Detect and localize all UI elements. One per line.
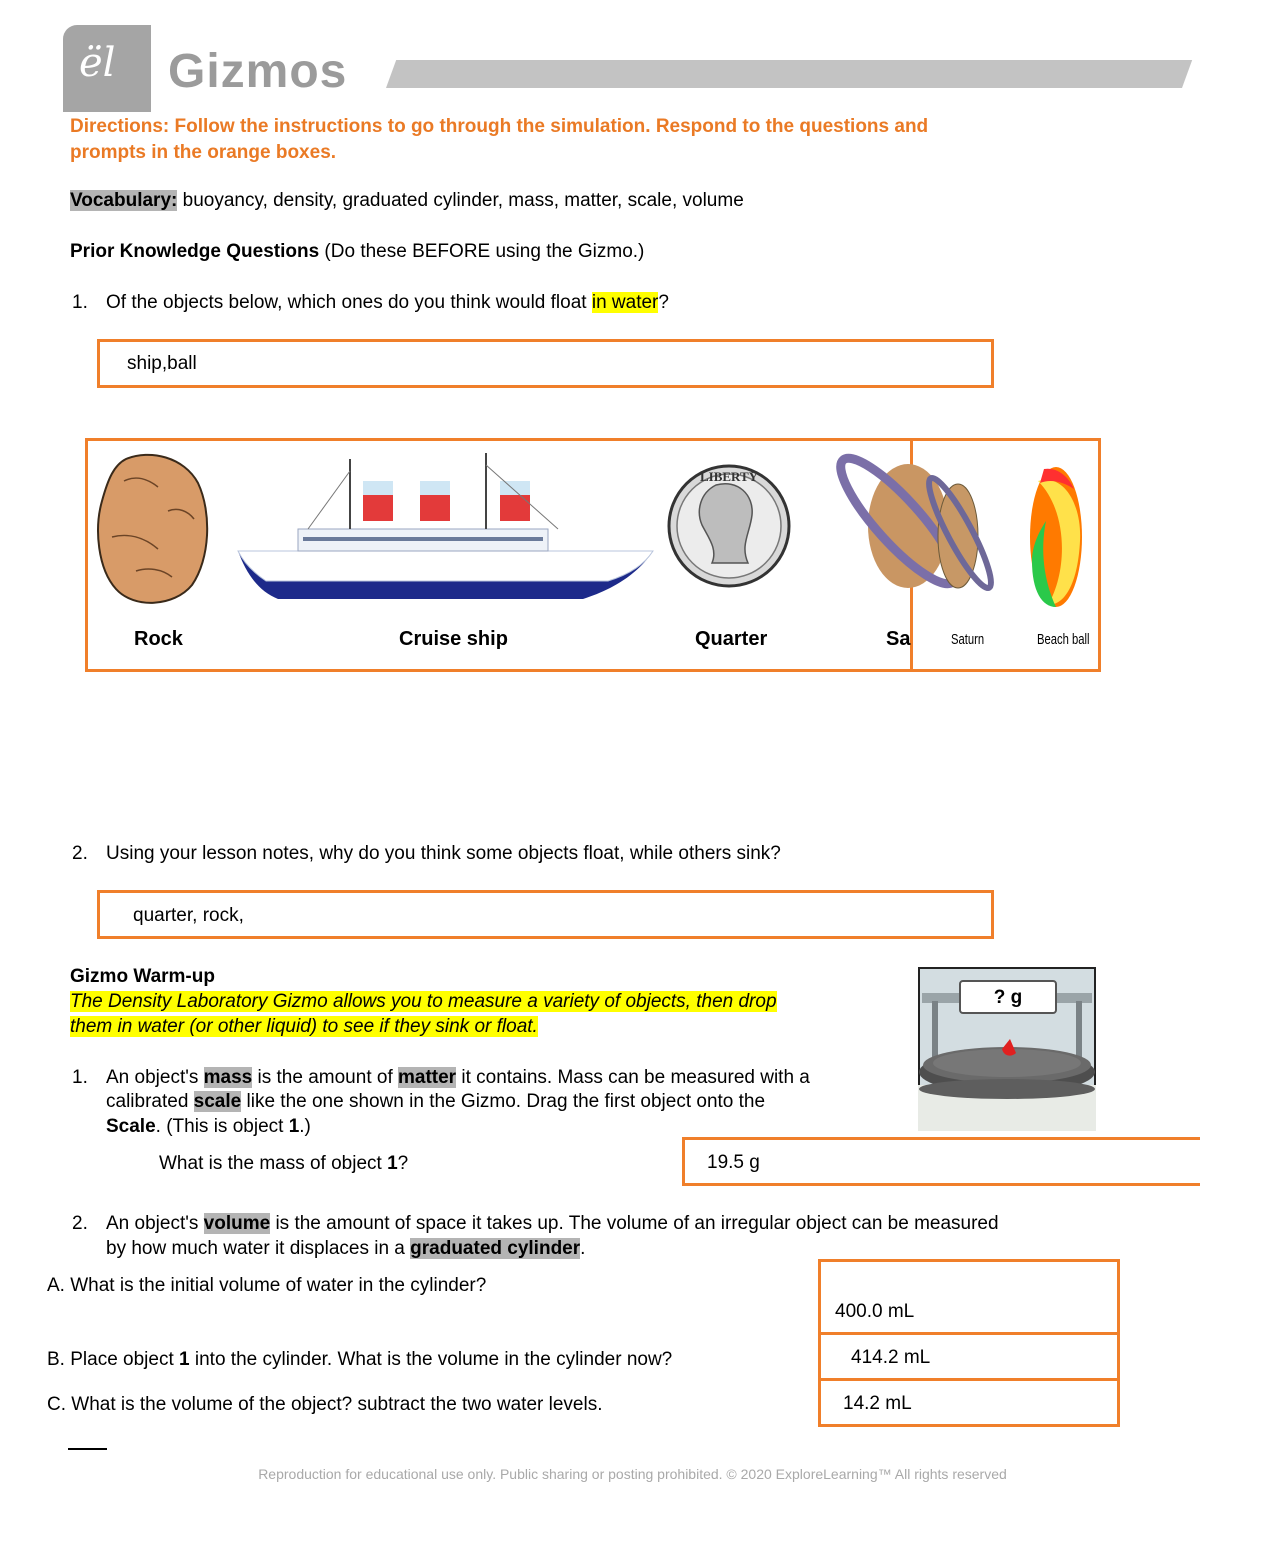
- directions-line-1: Directions: Follow the instructions to go through the simulation. Respond to the questions and: [70, 116, 929, 137]
- footer-notice: Reproduction for educational use only. Public sharing or posting prohibited. © 2020 ExploreLearning™ All rights reserved: [258, 1466, 1007, 1482]
- wu-q1-g: .): [299, 1116, 311, 1137]
- wu-q1-mass: mass: [203, 1067, 253, 1088]
- wu-q2-A: A. What is the initial volume of water in the cylinder?: [47, 1275, 487, 1296]
- pk-q1-text: [106, 290, 669, 315]
- wu-q2-volume: volume: [203, 1213, 271, 1234]
- beach-ball-image: [1030, 467, 1082, 607]
- cruise-ship-image: [238, 453, 653, 599]
- logo-mark: ël: [79, 40, 116, 86]
- wu-q2-line-2: [106, 1236, 585, 1261]
- pk-q1-highlight: in water: [591, 292, 659, 313]
- wu-q1-one: 1: [288, 1116, 300, 1137]
- beach-ball-label: Beach ball: [1037, 631, 1090, 648]
- wu-q2-cylinder: graduated cylinder: [410, 1238, 581, 1259]
- rock-label: Rock: [134, 628, 183, 650]
- wu-q1-f: . (This is object: [155, 1116, 289, 1137]
- wu-q1-line-3: [106, 1114, 311, 1139]
- brand-name: Gizmos: [168, 45, 348, 98]
- wu-q2-B: [47, 1347, 672, 1372]
- wu-q2-d: .: [580, 1238, 586, 1259]
- coin-text: LIBERTY: [699, 469, 759, 484]
- pk-q1-number: 1.: [72, 292, 88, 313]
- wu-q1-number: 1.: [72, 1067, 88, 1088]
- prior-knowledge-note: (Do these BEFORE using the Gizmo.): [319, 241, 645, 262]
- saturn-label-cut: Sa: [886, 628, 911, 650]
- rock-image: [98, 455, 207, 603]
- wu-q1-scale: scale: [193, 1091, 242, 1112]
- vocabulary-terms: buoyancy, density, graduated cylinder, mass, matter, scale, volume: [177, 190, 744, 211]
- vocabulary-line: [70, 188, 744, 213]
- pk-q2-number: 2.: [72, 843, 88, 864]
- pk-q1-answer-box[interactable]: [97, 339, 994, 388]
- wu-q1-sub: [159, 1151, 408, 1176]
- wu-q2-C: C. What is the volume of the object? subtract the two water levels.: [47, 1394, 603, 1415]
- wu-q1-c: it contains. Mass can be measured with a: [456, 1067, 810, 1088]
- wu-q1-scale-bold: Scale: [106, 1116, 156, 1137]
- warmup-intro-1: [70, 989, 777, 1014]
- wu-q2-a: An object's: [106, 1213, 204, 1234]
- wu-q1-d: calibrated: [106, 1091, 194, 1112]
- quarter-label: Quarter: [695, 628, 768, 650]
- warmup-intro-2: [70, 1014, 538, 1039]
- warmup-intro-1-text: The Density Laboratory Gizmo allows you to measure a variety of objects, then drop: [70, 991, 777, 1012]
- prior-knowledge-heading: [70, 239, 644, 264]
- wu-q2-A-answer[interactable]: 400.0 mL: [835, 1301, 915, 1322]
- prior-knowledge-title: Prior Knowledge Questions: [70, 241, 320, 262]
- warmup-intro-2-text: them in water (or other liquid) to see if they sink or float.: [70, 1016, 538, 1037]
- wu-q2-B-b: into the cylinder. What is the volume in the cylinder now?: [189, 1349, 673, 1370]
- wu-q2-c: by how much water it displaces in a: [106, 1238, 411, 1259]
- objects-illustration: [88, 441, 1098, 669]
- pk-q2-answer[interactable]: quarter, rock,: [133, 905, 244, 926]
- wu-q2-line-1: [106, 1211, 999, 1236]
- ship-label: Cruise ship: [399, 628, 508, 650]
- wu-q1-e: like the one shown in the Gizmo. Drag the first object onto the: [241, 1091, 766, 1112]
- pk-q1-body: Of the objects below, which ones do you think would float: [106, 292, 592, 313]
- quarter-image: [669, 466, 789, 586]
- wu-q2-B-a: B. Place object: [47, 1349, 180, 1370]
- wu-q1-line-1: [106, 1065, 810, 1090]
- vocabulary-label: Vocabulary:: [70, 190, 178, 211]
- wu-q1-line-2: [106, 1089, 765, 1114]
- pk-q2-text: Using your lesson notes, why do you think some objects float, while others sink?: [106, 843, 781, 864]
- wu-q2-B-one: 1: [179, 1349, 190, 1370]
- wu-q1-matter: matter: [398, 1067, 457, 1088]
- pk-q1-answer[interactable]: ship,ball: [127, 353, 197, 374]
- wu-q1-sub-one: 1: [387, 1153, 398, 1174]
- scale-readout: ? g: [993, 987, 1023, 1008]
- wu-q2-b: is the amount of space it takes up. The volume of an irregular object can be measured: [270, 1213, 999, 1234]
- wu-q1-b: is the amount of: [252, 1067, 398, 1088]
- wu-q1-answer[interactable]: 19.5 g: [707, 1152, 760, 1173]
- wu-q1-sub-b: ?: [397, 1153, 409, 1174]
- wu-q1-a: An object's: [106, 1067, 204, 1088]
- pk-q1-end: ?: [658, 292, 669, 313]
- directions-line-2: prompts in the orange boxes.: [70, 142, 337, 163]
- wu-q2-B-answer[interactable]: 414.2 mL: [851, 1347, 931, 1368]
- header-bar: [386, 60, 1192, 88]
- saturn-label: Saturn: [951, 631, 985, 648]
- wu-q1-sub-a: What is the mass of object: [159, 1153, 388, 1174]
- footnote-rule: [68, 1448, 107, 1450]
- wu-q2-number: 2.: [72, 1213, 88, 1234]
- warmup-title: Gizmo Warm-up: [70, 966, 215, 987]
- wu-q2-C-answer[interactable]: 14.2 mL: [843, 1393, 912, 1414]
